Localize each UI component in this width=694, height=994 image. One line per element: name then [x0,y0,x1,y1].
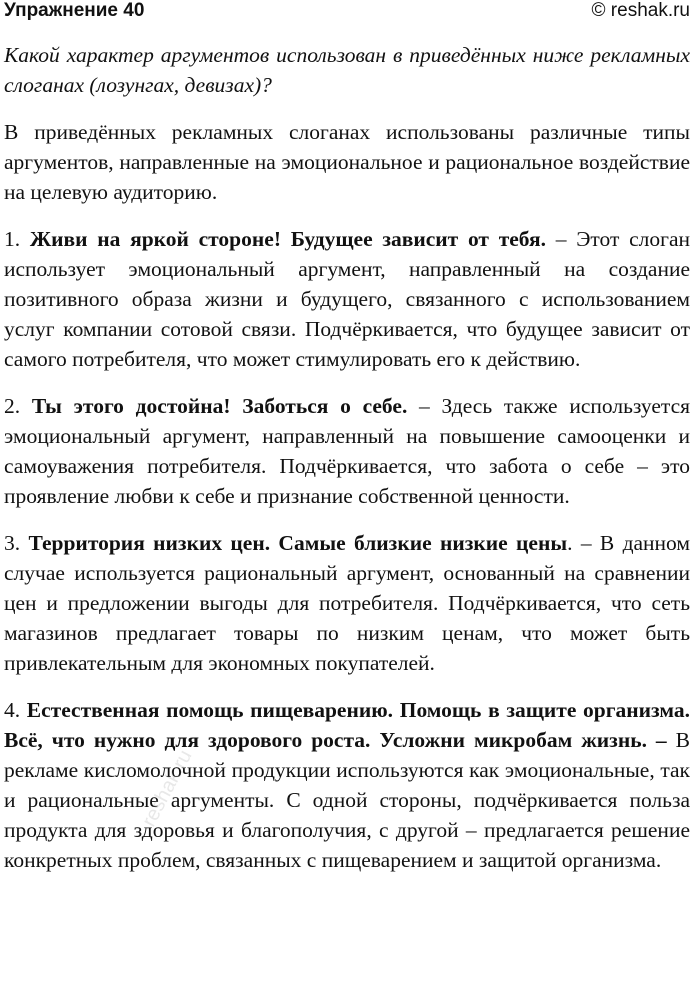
answer-item-2 [4,391,690,511]
item-slogan: Ты этого достойна! Заботься о себе. [31,394,408,418]
item-slogan: Естественная помощь пищеварению. Помощь в защите организма. Всё, что нужно для здорового роста. Усложни микробам жизнь. – [4,698,691,752]
item-slogan: Живи на яркой стороне! Будущее зависит от тебя. [29,227,547,251]
page-header [4,0,690,28]
item-text: – Здесь также используется эмоциональный аргумент, направленный на повышение самооценки и самоуважения потребителя. Подчёркивается, что забота о себе – это проявление любви к себе и признание собственной ценности. [4,394,691,508]
item-number: 1. [4,227,21,251]
answer-item-3 [4,528,690,678]
item-text: – Этот слоган использует эмоциональный аргумент, направленный на создание позитивного образа жизни и будущего, связанного с использованием услуг компании сотовой связи. Подчёркивается, что будущее зависит от самого потребителя, что может стимулировать его к действию. [4,227,690,371]
watermark: reshak.ru [138,746,197,831]
item-text: В рекламе кисломолочной продукции используются как эмоциональные, так и рациональные аргументы. С одной стороны, подчёркивается польза продукта для здоровья и благополучия, с другой – предлагается решение конкретных проблем, связанных с пищеварением и защитой организма. [4,728,690,872]
item-number: 2. [4,394,21,418]
item-text: . – В данном случае используется рациональный аргумент, основанный на сравнении цен и предложении выгоды для потребителя. Подчёркивается, что сеть магазинов предлагает товары по низким ценам, что может быть привлекательным для экономных покупателей. [4,531,691,675]
exercise-content [4,40,690,892]
answer-item-1 [4,224,690,374]
item-number: 3. [4,531,21,555]
intro-paragraph: В приведённых рекламных слоганах использованы различные типы аргументов, направленные на эмоциональное и рациональное воздействие на целевую аудиторию. [4,120,690,204]
item-number: 4. [4,698,21,722]
exercise-question: Какой характер аргументов использован в приведённых ниже рекламных слоганах (лозунгах, девизах)? [4,43,690,97]
exercise-title: Упражнение 40 [4,0,145,21]
copyright-notice: © reshak.ru [591,0,690,21]
answer-item-4 [4,695,690,875]
item-slogan: Территория низких цен. Самые близкие низкие цены [28,531,568,555]
